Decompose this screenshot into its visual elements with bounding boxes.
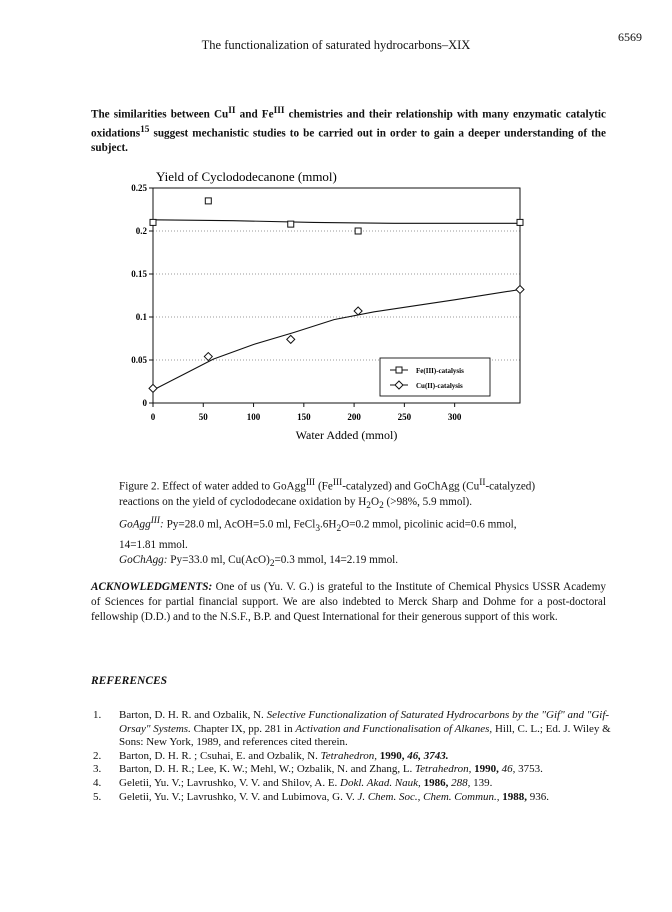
reference-item: 1. Barton, D. H. R. and Ozbalik, N. Selective Functionalization of Saturated Hydrocarbons by the "Gif" and "Gif-Orsay" Systems. Chapter IX, pp. 281 in Activation and Functionalisation of Alkanes, Hill, C. L.; Ed. J. Wiley & Sons: New York, 1989, and references cited therein. [93,709,611,749]
caption-line: GoAgg$^{III}$: Py=28.0 ml, AcOH=5.0 ml, $FeCl_3.6H_2O=0.2$ mmol, picolinic acid=0.6 mmol, [119,516,517,535]
data-point-diamond [287,335,295,343]
legend-label: Fe(III)-catalysis [416,367,464,375]
y-tick-label: 0.15 [131,269,147,279]
data-point-square [355,228,361,234]
reference-item: 5. Geletii, Yu. V.; Lavrushko, V. V. and Lubimova, G. V. J. Chem. Soc., Chem. Commun., 1988, 936. [93,790,550,803]
x-tick-label: 100 [246,412,261,422]
references-heading: REFERENCES [91,675,168,687]
intro-paragraph: The similarities between $Cu^{II}$ and $Fe^{III}$ chemistries and their relationship with many enzymatic catalytic oxidations$^{15}$ suggest mechanistic studies to be carried out in order to gain a deeper understanding of the subject. [91,106,606,155]
caption-line: GoChAgg: Py=33.0 ml, $Cu(AcO)_2=0.3$ mmol, 14=2.19 mmol. [119,553,399,569]
x-tick-label: 150 [297,412,311,422]
x-tick-label: 250 [397,412,412,422]
reference-item: 2. Barton, D. H. R. ; Csuhai, E. and Ozbalik, N. Tetrahedron, 1990, 46, 3743. [93,749,449,762]
y-tick-label: 0.2 [135,226,147,236]
caption-line: Figure 2. Effect of water added to GoAgg$^{III}$ $(Fe^{III}-catalyzed)$ and GoChAgg $(Cu^{II}-catalyzed)$ [119,478,536,493]
data-point-diamond [354,307,362,315]
data-point-square [517,219,523,225]
legend-box [380,358,490,396]
series-line-square [153,220,520,224]
data-point-diamond [149,384,157,392]
x-tick-label: 0 [150,412,156,422]
figure-caption [119,476,597,572]
caption-line: 14=1.81 mmol. [119,538,188,551]
y-tick-label: 0.05 [131,355,147,365]
data-point-square [288,221,294,227]
yield-chart [110,166,530,456]
reference-item: 3. Barton, D. H. R.; Lee, K. W.; Mehl, W.; Ozbalik, N. and Zhang, L. Tetrahedron, 1990, 46, 3753. [93,763,543,776]
x-tick-label: 200 [347,412,361,422]
acknowledgments-heading: ACKNOWLEDGMENTS: [91,581,213,593]
data-point-square [150,219,156,225]
y-tick-label: 0.25 [131,183,147,193]
caption-line: reactions on the yield of cyclododecane oxidation by $H_2O_2$ (>98%, 5.9 mmol). [119,495,473,512]
chart-title: Yield of Cyclododecanone (mmol) [156,169,337,184]
x-tick-label: 300 [447,412,462,422]
references-list [91,709,611,804]
y-tick-label: 0 [142,398,147,408]
running-title: The functionalization of saturated hydrocarbons–XIX [201,38,471,52]
page-number: 6569 [618,30,642,44]
x-tick-label: 50 [198,412,208,422]
data-point-square [205,198,211,204]
x-axis-label: Water Added (mmol) [295,428,398,442]
citation-superscript: 15 [140,124,150,135]
legend-label: Cu(II)-catalysis [416,382,463,390]
data-point-diamond [516,285,524,293]
superscript: III [273,106,285,116]
reference-item: 4. Geletii, Yu. V.; Lavrushko, V. V. and Shilov, A. E. Dokl. Akad. Nauk, 1986, 288, 139. [93,776,493,789]
data-point-diamond [204,353,212,361]
legend-marker [396,367,402,373]
y-tick-label: 0.1 [135,312,147,322]
superscript: II [228,106,236,116]
acknowledgments-paragraph: ACKNOWLEDGMENTS: One of us (Yu. V. G.) is grateful to the Institute of Chemical Physics USSR Academy of Sciences for partial financial support. We are also indebted to Merck Sharp and Dohme for a post-doctoral fellowship (D.D.) and to the N.S.F., B.P. and Quest International for their generous support of this work. [91,581,606,623]
